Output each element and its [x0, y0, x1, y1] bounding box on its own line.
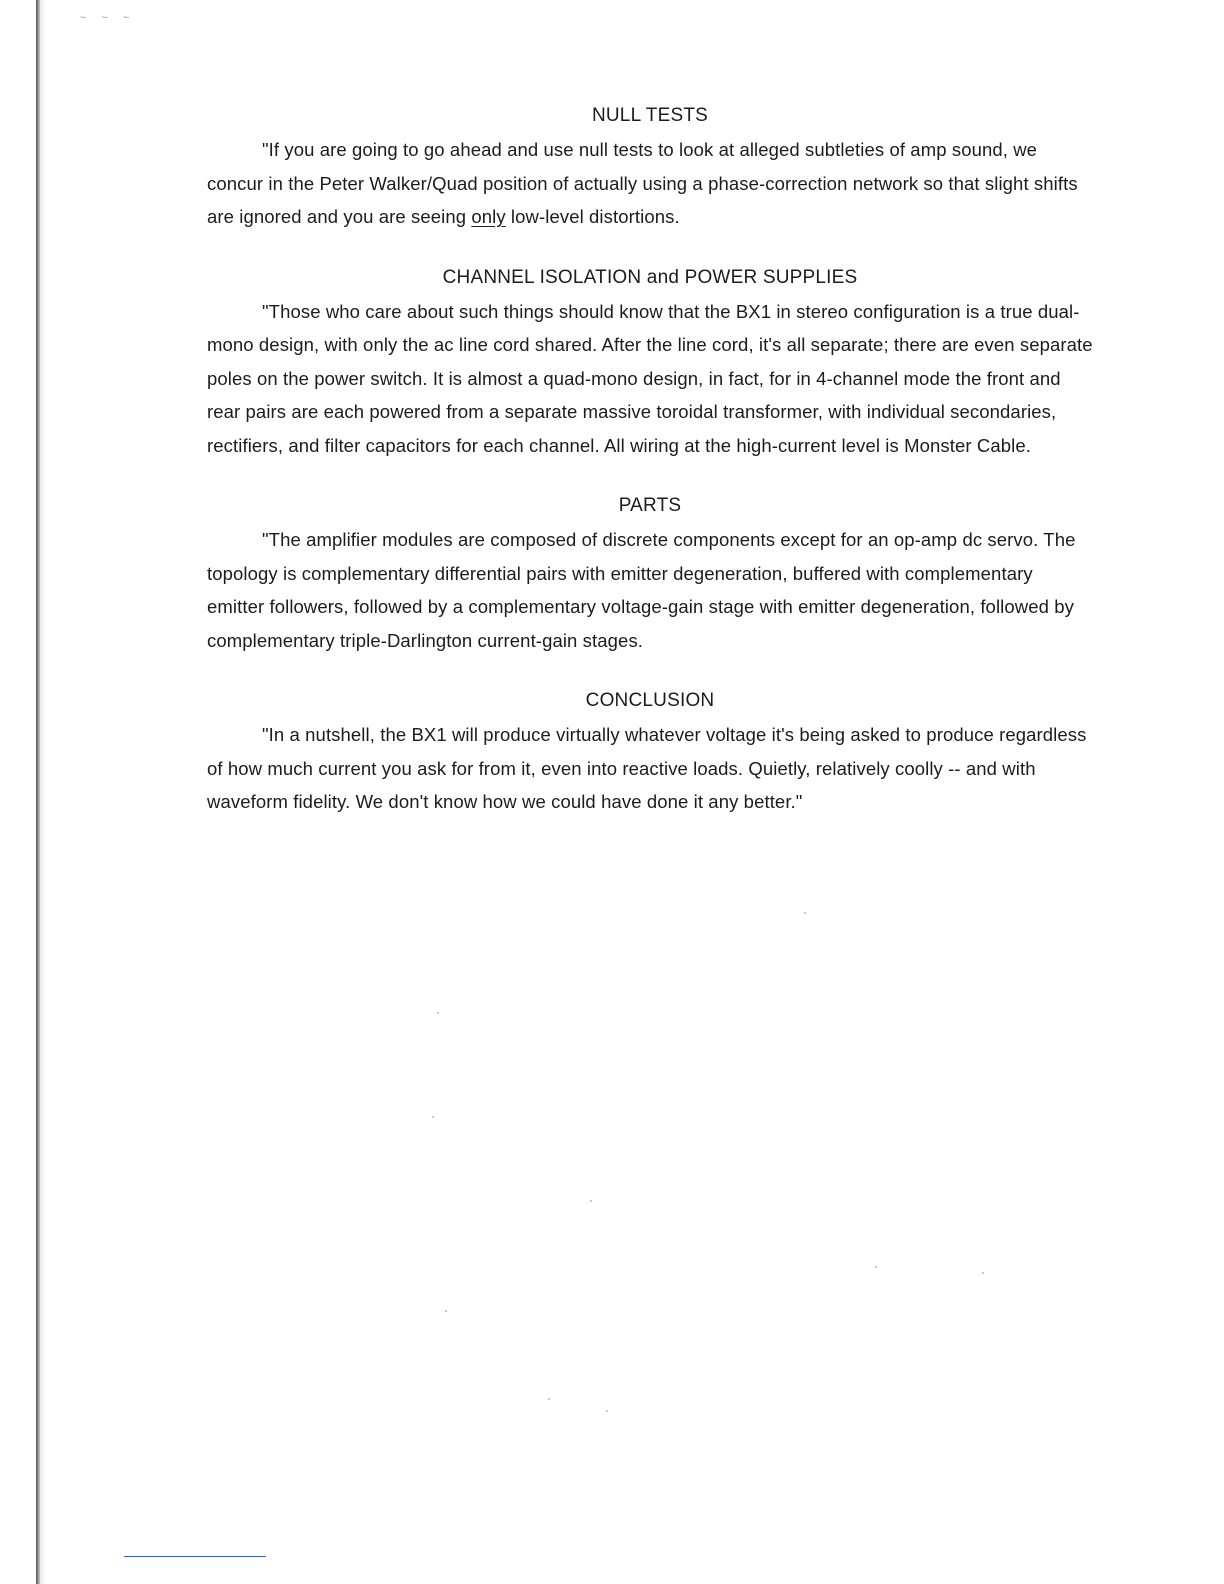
page-binding-shadow [40, 0, 46, 1584]
section-paragraph: "In a nutshell, the BX1 will produce virtually whatever voltage it's being asked to produce regardless of how much current you ask for from it, even into reactive loads. Quietly, relatively coolly -- and with waveform fidelity. We don't know how we could have done it any better." [207, 724, 1087, 812]
underlined-word: only [471, 206, 506, 227]
paragraph-text-end: low-level distortions. [505, 206, 680, 227]
scan-speck [606, 1410, 608, 1412]
scan-speck [548, 1398, 550, 1400]
section-paragraph: "Those who care about such things should know that the BX1 in stereo configuration is a true dual-mono design, with only the ac line cord shared. After the line cord, it's all separate; there are even separate poles on the power switch. It is almost a quad-mono design, in fact, for in 4-channel mode the front and rear pairs are each powered from a separate massive toroidal transformer, with individual secondaries, rectifiers, and filter capacitors for each channel. All wiring at the high-current level is Monster Cable. [207, 300, 1093, 456]
section-parts [207, 492, 1093, 657]
section-heading: CHANNEL ISOLATION and POWER SUPPLIES [442, 266, 858, 288]
document-body [207, 102, 1093, 849]
section-paragraph [207, 133, 1093, 234]
scan-speck [432, 1116, 434, 1118]
page-corner-marks: ~ ~ ~ [80, 12, 136, 24]
scan-speck [804, 912, 806, 914]
section-channel-isolation [207, 264, 1093, 463]
section-paragraph: "The amplifier modules are composed of discrete components except for an op-amp dc servo. The topology is complementary differential pairs with emitter degeneration, buffered with complementary emitter followers, followed by a complementary voltage-gain stage with emitter degeneration, followed by complementary triple-Darlington current-gain stages. [207, 529, 1076, 651]
section-heading: NULL TESTS [591, 105, 709, 126]
section-null-tests [207, 102, 1093, 234]
scan-speck [437, 1012, 439, 1014]
scan-speck [445, 1310, 447, 1312]
section-heading: CONCLUSION [585, 690, 715, 711]
paragraph-text: "If you are going to go ahead and use null tests to look at alleged subtleties of amp sound, we concur in the Peter Walker/Quad position of actually using a phase-correction network so that slight shifts are ignored and you are seeing [207, 139, 1078, 227]
scan-speck [590, 1200, 592, 1202]
section-conclusion [207, 687, 1093, 819]
scan-speck [982, 1272, 984, 1274]
scan-speck [875, 1266, 877, 1268]
bottom-rule-line [124, 1556, 266, 1557]
section-heading: PARTS [618, 495, 682, 516]
